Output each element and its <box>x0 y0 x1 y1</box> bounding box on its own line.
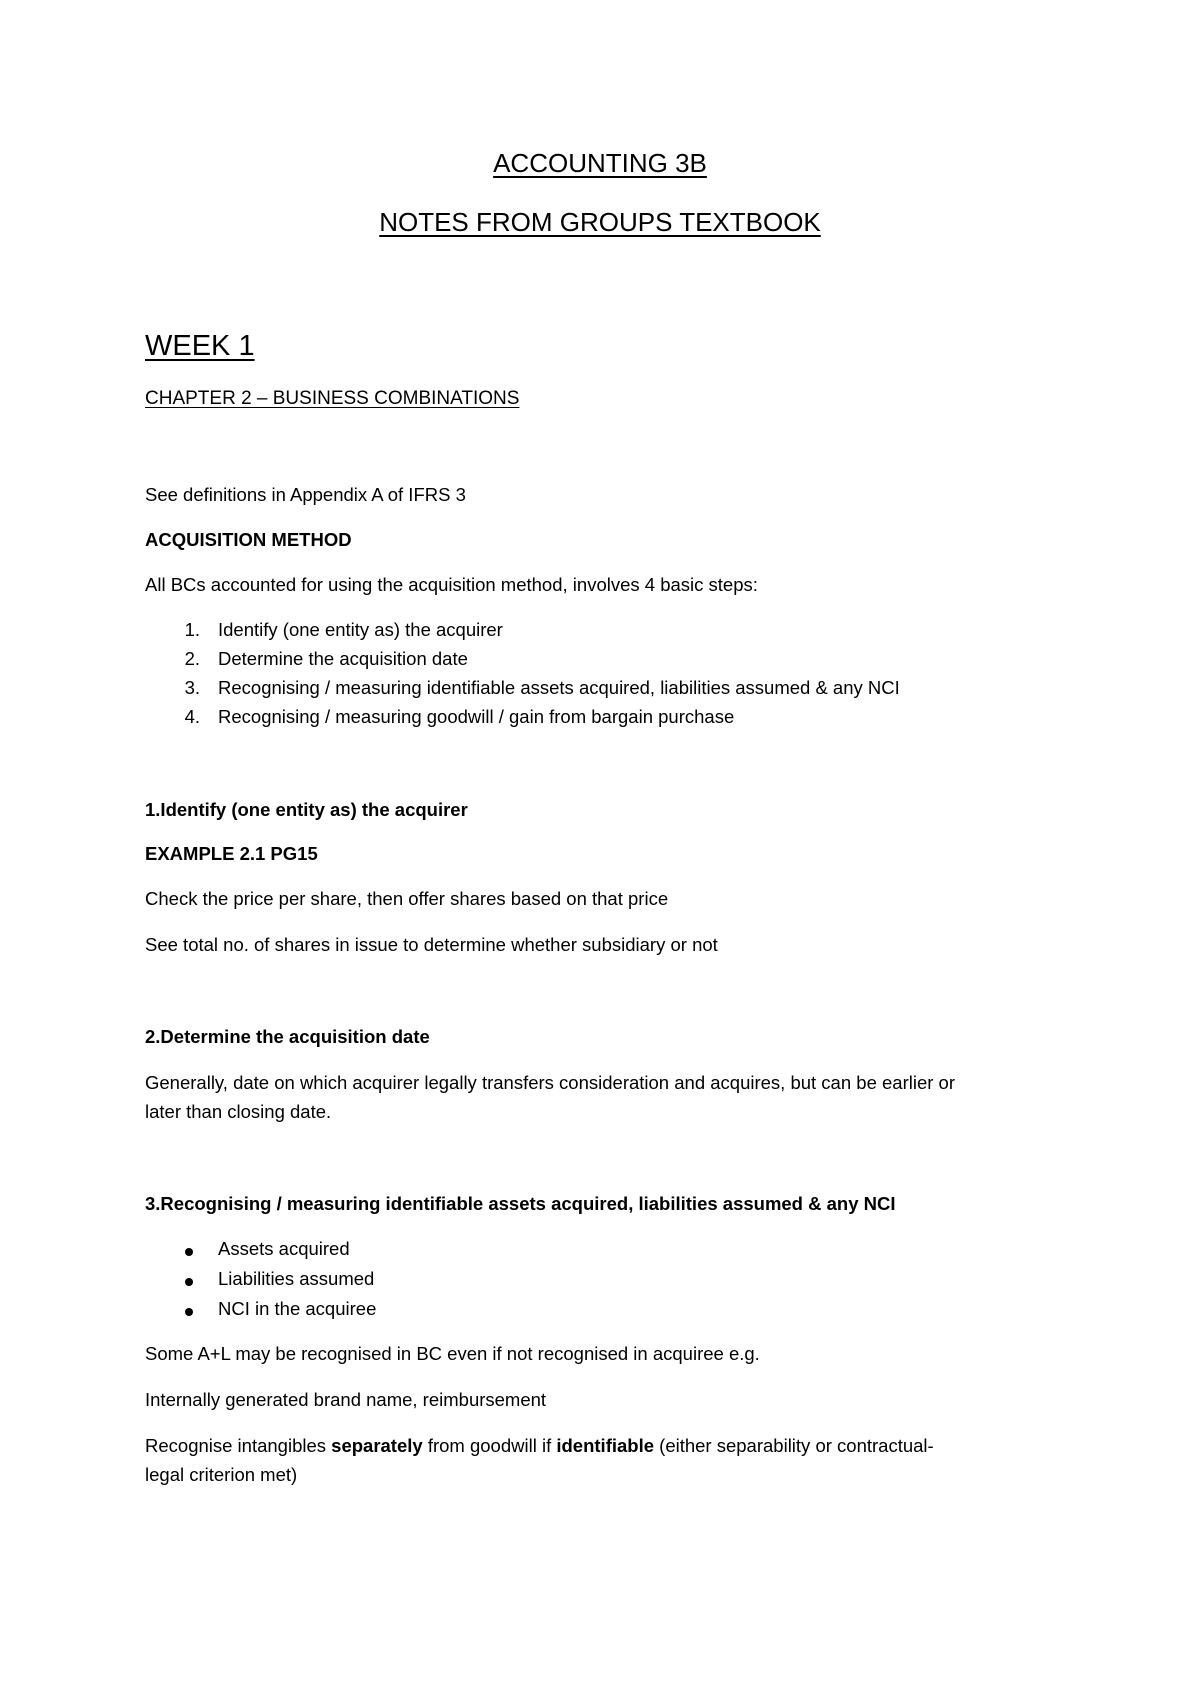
section3-line3 <box>145 1435 934 1457</box>
bullet-icon <box>185 1278 193 1286</box>
emphasis-separately: separately <box>331 1435 423 1456</box>
emphasis-identifiable: identifiable <box>556 1435 655 1456</box>
week-heading: WEEK 1 <box>145 330 255 362</box>
section2-heading: 2.Determine the acquisition date <box>145 1026 430 1047</box>
bullet-icon <box>185 1248 193 1256</box>
section1-line1: Check the price per share, then offer shares based on that price <box>145 888 669 909</box>
list-item: Determine the acquisition date <box>218 648 468 669</box>
section3-line2: Internally generated brand name, reimbursement <box>145 1389 547 1410</box>
acquisition-method-intro: All BCs accounted for using the acquisition method, involves 4 basic steps: <box>145 574 758 595</box>
section1-example: EXAMPLE 2.1 PG15 <box>145 843 318 864</box>
text-run: Recognise intangibles <box>145 1435 332 1456</box>
definitions-note: See definitions in Appendix A of IFRS 3 <box>145 484 466 505</box>
list-item-number: 2. <box>184 648 200 669</box>
section1-line2: See total no. of shares in issue to determine whether subsidiary or not <box>145 934 718 955</box>
section3-line1: Some A+L may be recognised in BC even if not recognised in acquiree e.g. <box>145 1343 760 1364</box>
list-item: Identify (one entity as) the acquirer <box>218 619 503 640</box>
list-item: Assets acquired <box>218 1238 350 1259</box>
list-item-number: 4. <box>184 706 200 727</box>
section2-para-line1: Generally, date on which acquirer legally transfers consideration and acquires, but can be earlier or <box>145 1072 955 1093</box>
section3-heading: 3.Recognising / measuring identifiable assets acquired, liabilities assumed & any NCI <box>145 1193 896 1214</box>
list-item: Recognising / measuring goodwill / gain from bargain purchase <box>218 706 735 727</box>
text-run: (either separability or contractual- <box>654 1435 934 1456</box>
list-item-number: 1. <box>184 619 200 640</box>
list-item-number: 3. <box>184 677 200 698</box>
document-subtitle: NOTES FROM GROUPS TEXTBOOK <box>379 207 821 237</box>
text-run: from goodwill if <box>422 1435 557 1456</box>
chapter-heading: CHAPTER 2 – BUSINESS COMBINATIONS <box>145 388 520 409</box>
acquisition-method-heading: ACQUISITION METHOD <box>145 529 352 550</box>
list-item: Liabilities assumed <box>218 1268 375 1289</box>
list-item: NCI in the acquiree <box>218 1298 377 1319</box>
list-item: Recognising / measuring identifiable assets acquired, liabilities assumed & any NCI <box>218 677 900 698</box>
section3-line4: legal criterion met) <box>145 1464 298 1485</box>
document-title: ACCOUNTING 3B <box>493 148 707 178</box>
section1-heading: 1.Identify (one entity as) the acquirer <box>145 799 468 820</box>
bullet-icon <box>185 1308 193 1316</box>
section2-para-line2: later than closing date. <box>145 1101 332 1122</box>
